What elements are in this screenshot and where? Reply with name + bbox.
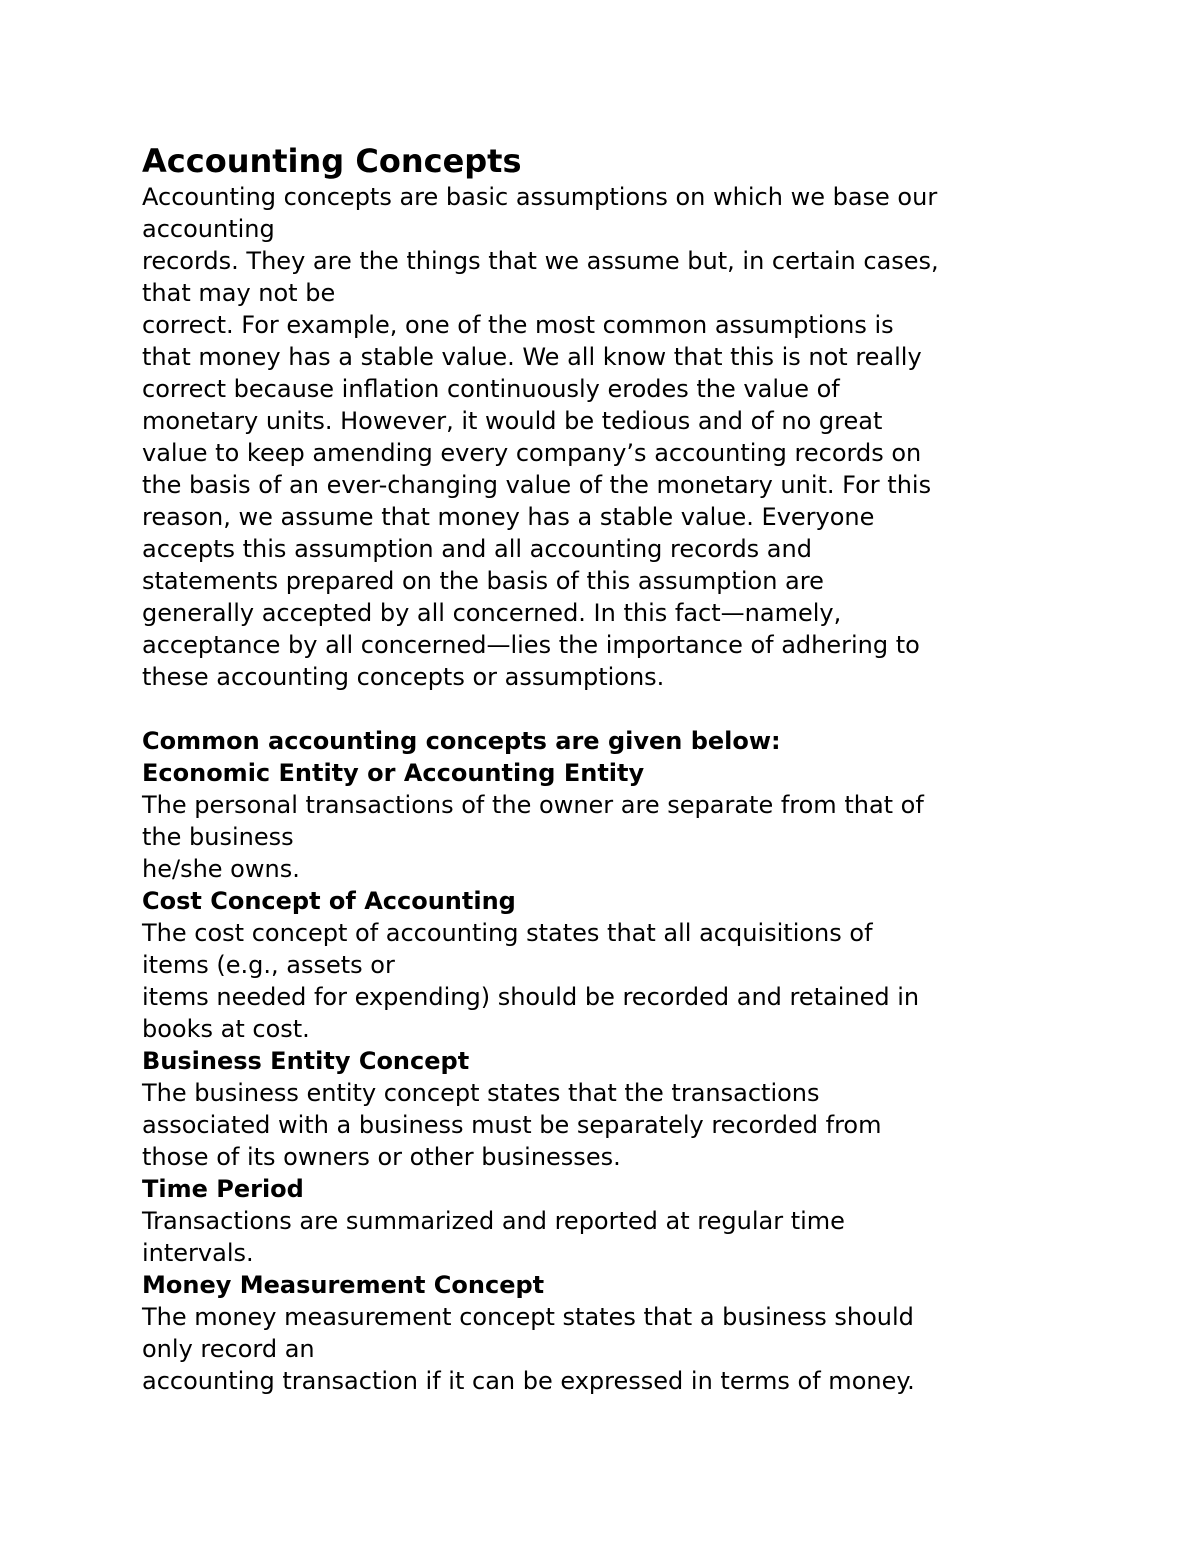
- intro-line: monetary units. However, it would be tedious and of no great: [142, 407, 883, 435]
- concept-text-line: books at cost.: [142, 1015, 310, 1043]
- intro-line: correct because inflation continuously erodes the value of: [142, 375, 840, 403]
- concept-economic-entity: [142, 757, 1072, 885]
- intro-line: correct. For example, one of the most common assumptions is: [142, 311, 894, 339]
- concept-business-entity: [142, 1045, 1072, 1173]
- concept-text-line: Transactions are summarized and reported at regular time: [142, 1207, 845, 1235]
- concept-text-line: the business: [142, 823, 294, 851]
- concept-cost-concept: [142, 885, 1072, 1045]
- concept-text-line: accounting transaction if it can be expressed in terms of money.: [142, 1367, 915, 1395]
- concept-text-line: he/she owns.: [142, 855, 300, 883]
- concept-heading: Business Entity Concept: [142, 1047, 470, 1075]
- concept-money-measurement: [142, 1269, 1072, 1397]
- concept-time-period: [142, 1173, 1072, 1269]
- intro-line: value to keep amending every company’s accounting records on: [142, 439, 922, 467]
- document-page: [142, 141, 1072, 1397]
- intro-line: that may not be: [142, 279, 336, 307]
- intro-line: records. They are the things that we assume but, in certain cases,: [142, 247, 939, 275]
- concept-heading: Money Measurement Concept: [142, 1271, 545, 1299]
- concept-text-line: The business entity concept states that the transactions: [142, 1079, 820, 1107]
- concept-text-line: intervals.: [142, 1239, 254, 1267]
- intro-line: generally accepted by all concerned. In this fact—namely,: [142, 599, 842, 627]
- intro-line: accounting: [142, 215, 275, 243]
- document-title: Accounting Concepts: [142, 142, 522, 180]
- list-heading: Common accounting concepts are given below:: [142, 727, 781, 755]
- concept-heading: Economic Entity or Accounting Entity: [142, 759, 645, 787]
- intro-line: that money has a stable value. We all know that this is not really: [142, 343, 922, 371]
- concept-text-line: The cost concept of accounting states that all acquisitions of: [142, 919, 873, 947]
- paragraph-spacer: [142, 693, 1072, 725]
- intro-line: accepts this assumption and all accounting records and: [142, 535, 812, 563]
- concept-heading: Cost Concept of Accounting: [142, 887, 516, 915]
- intro-line: statements prepared on the basis of this assumption are: [142, 567, 824, 595]
- concept-heading: Time Period: [142, 1175, 304, 1203]
- intro-paragraph: [142, 181, 1072, 693]
- concept-text-line: those of its owners or other businesses.: [142, 1143, 621, 1171]
- concept-text-line: The personal transactions of the owner are separate from that of: [142, 791, 924, 819]
- intro-line: acceptance by all concerned—lies the importance of adhering to: [142, 631, 920, 659]
- intro-line: the basis of an ever-changing value of the monetary unit. For this: [142, 471, 932, 499]
- intro-line: Accounting concepts are basic assumptions on which we base our: [142, 183, 938, 211]
- intro-line: reason, we assume that money has a stable value. Everyone: [142, 503, 875, 531]
- intro-line: these accounting concepts or assumptions.: [142, 663, 665, 691]
- concept-text-line: The money measurement concept states that a business should: [142, 1303, 914, 1331]
- concept-text-line: associated with a business must be separately recorded from: [142, 1111, 882, 1139]
- concept-text-line: items (e.g., assets or: [142, 951, 395, 979]
- concept-text-line: only record an: [142, 1335, 315, 1363]
- concept-text-line: items needed for expending) should be recorded and retained in: [142, 983, 920, 1011]
